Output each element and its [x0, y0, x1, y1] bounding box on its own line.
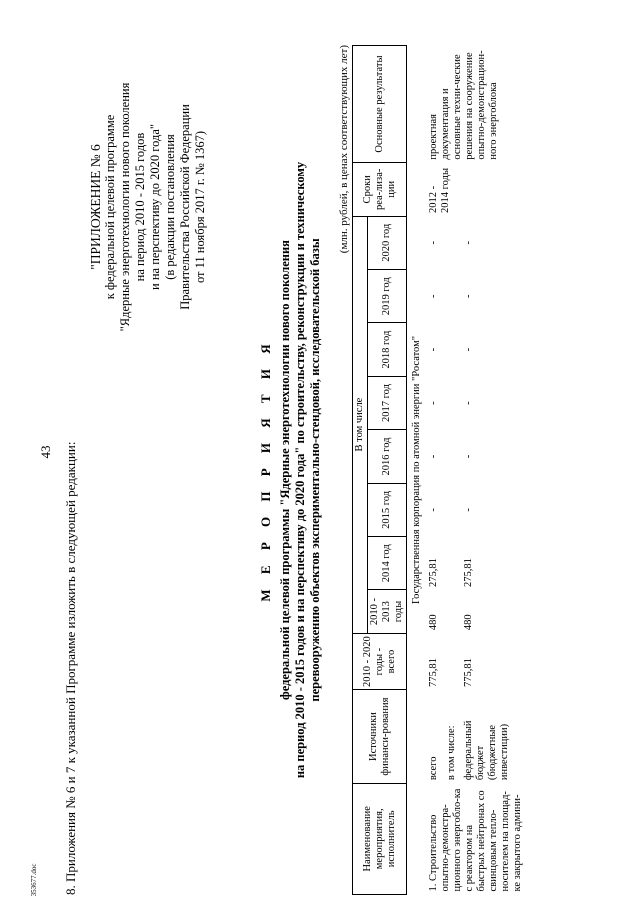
- cell-results: проектная документация и основные техни-ческие решения на сооружение опытно-демонстрацион-ного энергоблока: [428, 50, 499, 160]
- header-year: 2014 год: [368, 537, 407, 590]
- cell-value: -: [428, 347, 439, 352]
- cell-source: федеральный бюджет (бюджетные инвестиции): [463, 720, 511, 781]
- header-source: Источники финанси-рования: [353, 690, 407, 783]
- cell-total: 775,81: [428, 658, 439, 687]
- appendix-title: "ПРИЛОЖЕНИЕ № 6: [88, 144, 103, 270]
- appendix-line: от 11 ноября 2017 г. № 1367): [193, 130, 207, 284]
- document-reference: 353677.doc: [30, 863, 38, 897]
- cell-source: в том числе:: [445, 725, 457, 781]
- cell-value: -: [428, 508, 439, 512]
- page-number: 43: [38, 445, 53, 459]
- appendix-line: на период 2010 - 2015 годов: [133, 132, 147, 282]
- cell-source: всего: [428, 756, 439, 781]
- heading-line: на период 2010 - 2015 годов и на перспективу до 2020 года" по строительству, реконструкции и техническому: [293, 161, 307, 779]
- cell-value: -: [428, 454, 439, 459]
- cell-value: 480: [428, 614, 439, 631]
- cell-value: -: [463, 401, 475, 405]
- cell-terms: 2012 - 2014 годы: [428, 168, 451, 214]
- appendix-line: (в редакции постановления: [163, 134, 177, 280]
- heading-line: перевооружению объектов экспериментально-стендовой, исследовательской базы: [308, 238, 322, 702]
- header-year: 2016 год: [368, 430, 407, 483]
- header-year: 2019 год: [368, 270, 407, 323]
- header-total: 2010 - 2020 годы - всего: [353, 633, 407, 690]
- cell-total: 775,81: [463, 658, 475, 687]
- header-year: 2010 - 2013 годы: [368, 590, 407, 633]
- appendix-line: и на перспективу до 2020 года": [148, 124, 162, 290]
- intro-paragraph: 8. Приложения № 6 и 7 к указанной Программе изложить в следующей редакции:: [63, 441, 78, 895]
- cell-value: -: [463, 454, 475, 459]
- heading-title: М Е Р О П Р И Я Т И Я: [258, 338, 273, 602]
- measures-heading: [258, 35, 323, 905]
- cell-value: -: [463, 508, 475, 512]
- cell-value: -: [463, 294, 475, 298]
- cell-value: 480: [463, 614, 475, 631]
- units-note: (млн. рублей, в ценах соответствующих лет): [338, 45, 350, 254]
- cell-value: -: [463, 241, 475, 245]
- header-year: 2017 год: [368, 376, 407, 429]
- header-in-that: В том числе: [353, 216, 368, 633]
- header-terms: Сроки реа-лиза-ции: [353, 163, 407, 216]
- cell-value: -: [428, 294, 439, 298]
- cell-value: 275,81: [463, 558, 475, 587]
- cell-value: 275,81: [428, 558, 439, 587]
- header-name: Наименование мероприятия, исполнитель: [353, 783, 407, 894]
- cell-value: -: [428, 241, 439, 245]
- header-year: 2015 год: [368, 483, 407, 536]
- header-year: 2018 год: [368, 323, 407, 376]
- appendix-header: [88, 52, 208, 362]
- appendix-line: "Ядерные энерготехнологии нового поколения: [118, 82, 132, 332]
- appendix-line: к федеральной целевой программе: [103, 114, 117, 300]
- item-name: 1. Строительство опытно-демонстра-ционного энергобло-ка с реактором на быстрых нейтронах со свинцовым тепло-носителем на площад-ке закрытого админи-: [428, 788, 523, 892]
- rotated-page-content: [0, 35, 600, 905]
- measures-table: [352, 45, 525, 895]
- header-year: 2020 год: [368, 216, 407, 270]
- heading-line: федеральной целевой программы "Ядерные энерготехнологии нового поколения: [278, 240, 292, 700]
- appendix-line: Правительства Российской Федерации: [178, 104, 192, 310]
- empty-cell: [445, 216, 463, 690]
- header-results: Основные результаты: [353, 46, 407, 163]
- cell-value: -: [463, 347, 475, 352]
- table-row: [427, 46, 445, 895]
- cell-value: -: [428, 401, 439, 405]
- organization-row: Государственная корпорация по атомной энергии "Росатом": [411, 335, 422, 605]
